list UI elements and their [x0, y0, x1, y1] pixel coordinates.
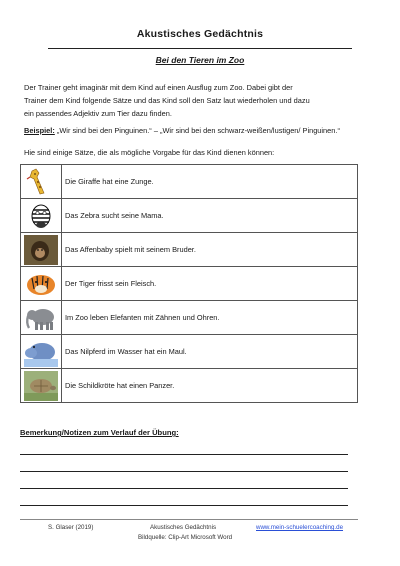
sentence-text: Die Giraffe hat eine Zunge.: [62, 165, 358, 199]
sentence-text: Das Zebra sucht seine Mama.: [62, 199, 358, 233]
image-cell: [21, 199, 62, 233]
writing-line: [20, 471, 348, 472]
writing-line: [20, 454, 348, 455]
sentence-text: Im Zoo leben Elefanten mit Zähnen und Ohren.: [62, 301, 358, 335]
table-row: [21, 199, 358, 233]
sentence-text: Die Schildkröte hat einen Panzer.: [62, 369, 358, 403]
notes-label: Bemerkung/Notizen zum Verlauf der Übung:: [20, 428, 179, 437]
giraffe-icon: [24, 167, 58, 197]
writing-line: [20, 505, 348, 506]
example-line: [24, 126, 384, 135]
footer-image-source: Bildquelle: Clip-Art Microsoft Word: [138, 534, 233, 541]
sentence-text: Das Nilpferd im Wasser hat ein Maul.: [62, 335, 358, 369]
footer-doc-title: Akustisches Gedächtnis: [150, 524, 217, 531]
sentence-text: Der Tiger frisst sein Fleisch.: [62, 267, 358, 301]
image-cell: [21, 301, 62, 335]
hint-text: Hie sind einige Sätze, die als mögliche Vorgabe für das Kind dienen können:: [24, 148, 275, 157]
zebra-icon: [24, 201, 58, 231]
tortoise-icon: [24, 371, 58, 401]
table-row: [21, 335, 358, 369]
image-cell: [21, 233, 62, 267]
table-row: [21, 233, 358, 267]
intro-paragraph: [24, 81, 364, 120]
sentence-table: [20, 164, 358, 403]
intro-line: Der Trainer geht imaginär mit dem Kind auf einen Ausflug zum Zoo. Dabei gibt der: [24, 83, 293, 92]
example-text: „Wir sind bei den Pinguinen.“ – „Wir sind bei den schwarz-weißen/lustigen/ Pinguinen.“: [56, 126, 340, 135]
intro-line: ein passendes Adjektiv zum Tier dazu finden.: [24, 109, 172, 118]
footer-divider: [20, 519, 358, 520]
hippo-icon: [24, 337, 58, 367]
monkey-icon: [24, 235, 58, 265]
writing-line: [20, 488, 348, 489]
footer-author: S. Glaser (2019): [48, 524, 94, 531]
elephant-icon: [24, 303, 58, 333]
image-cell: [21, 267, 62, 301]
page-subtitle: Bei den Tieren im Zoo: [155, 55, 245, 65]
page-title: Akustisches Gedächtnis: [136, 28, 264, 40]
image-cell: [21, 335, 62, 369]
image-cell: [21, 369, 62, 403]
example-label: Beispiel:: [24, 126, 55, 135]
table-row: [21, 165, 358, 199]
image-cell: [21, 165, 62, 199]
table-row: [21, 267, 358, 301]
footer-website-link[interactable]: www.mein-schuelercoaching.de: [256, 524, 344, 531]
tiger-icon: [24, 269, 58, 299]
intro-line: Trainer dem Kind folgende Sätze und das Kind soll den Satz laut wiederholen und dazu: [24, 96, 310, 105]
sentence-text: Das Affenbaby spielt mit seinem Bruder.: [62, 233, 358, 267]
table-row: [21, 301, 358, 335]
title-divider: [48, 48, 352, 49]
table-row: [21, 369, 358, 403]
